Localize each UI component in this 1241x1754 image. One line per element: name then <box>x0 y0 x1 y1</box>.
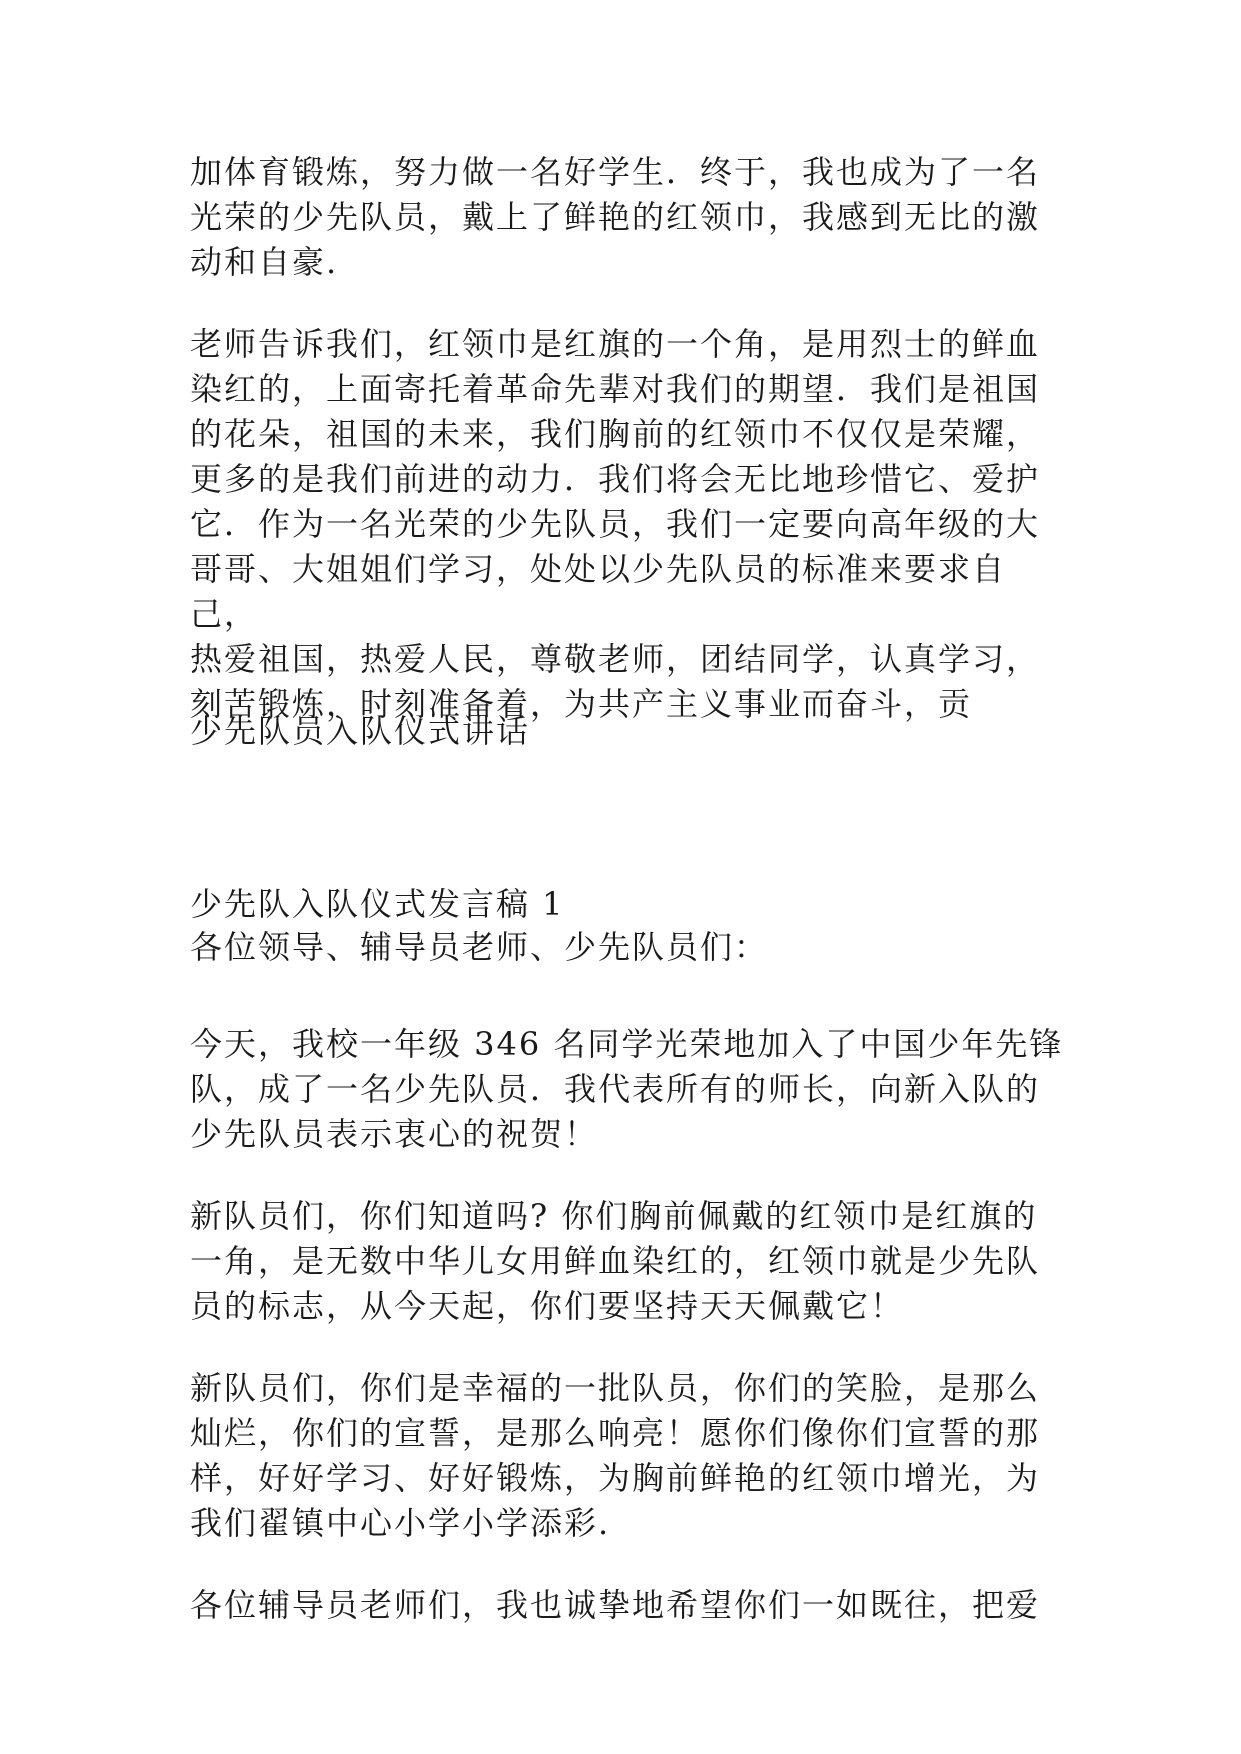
paragraph-5: 新队员们，你们是幸福的一批队员，你们的笑脸，是那么 灿烂，你们的宣誓，是那么响亮！愿你们像你们宣誓的那 样，好好学习、好好锻炼，为胸前鲜艳的红领巾增光，为 我们翟镇中心小学小学添彩. <box>190 1369 1041 1542</box>
salutation: 各位领导、辅导员老师、少先队员们： <box>190 928 769 966</box>
paragraph-6: 各位辅导员老师们，我也诚挚地希望你们一如既往，把爱 <box>190 1586 1041 1624</box>
paragraph-2: 老师告诉我们，红领巾是红旗的一个角，是用烈士的鲜血 染红的，上面寄托着革命先辈对我们的期望．我们是祖国 的花朵，祖国的未来，我们胸前的红领巾不仅仅是荣耀， 更多的是我们前进的动力．我们将会无比地珍惜它、爱护 它．作为一名光荣的少先队员，我们一定要向高年级的大 哥哥、大姐姐们学习，处处以少先队员的标准来要求自己， 热爱祖国，热爱人民，尊敬老师，团结同学，认真学习， 刻苦锻炼，时刻准备着，为共产主义事业而奋斗，贡 <box>190 325 1041 723</box>
paragraph-3: 今天，我校一年级 346 名同学光荣地加入了中国少年先锋 队，成了一名少先队员．我代表所有的师长，向新入队的 少先队员表示衷心的祝贺！ <box>190 1025 1064 1153</box>
paragraph-1: 加体育锻炼，努力做一名好学生．终于，我也成为了一名 光荣的少先队员，戴上了鲜艳的红领巾，我感到无比的激 动和自豪. <box>190 153 1041 281</box>
speech-title: 少先队入队仪式发言稿 1 <box>190 885 565 923</box>
paragraph-4: 新队员们，你们知道吗? 你们胸前佩戴的红领巾是红旗的 一角，是无数中华儿女用鲜血染红的，红领巾就是少先队 员的标志，从今天起，你们要坚持天天佩戴它！ <box>190 1197 1041 1325</box>
section-title: 少先队员入队仪式讲话 <box>190 712 531 750</box>
